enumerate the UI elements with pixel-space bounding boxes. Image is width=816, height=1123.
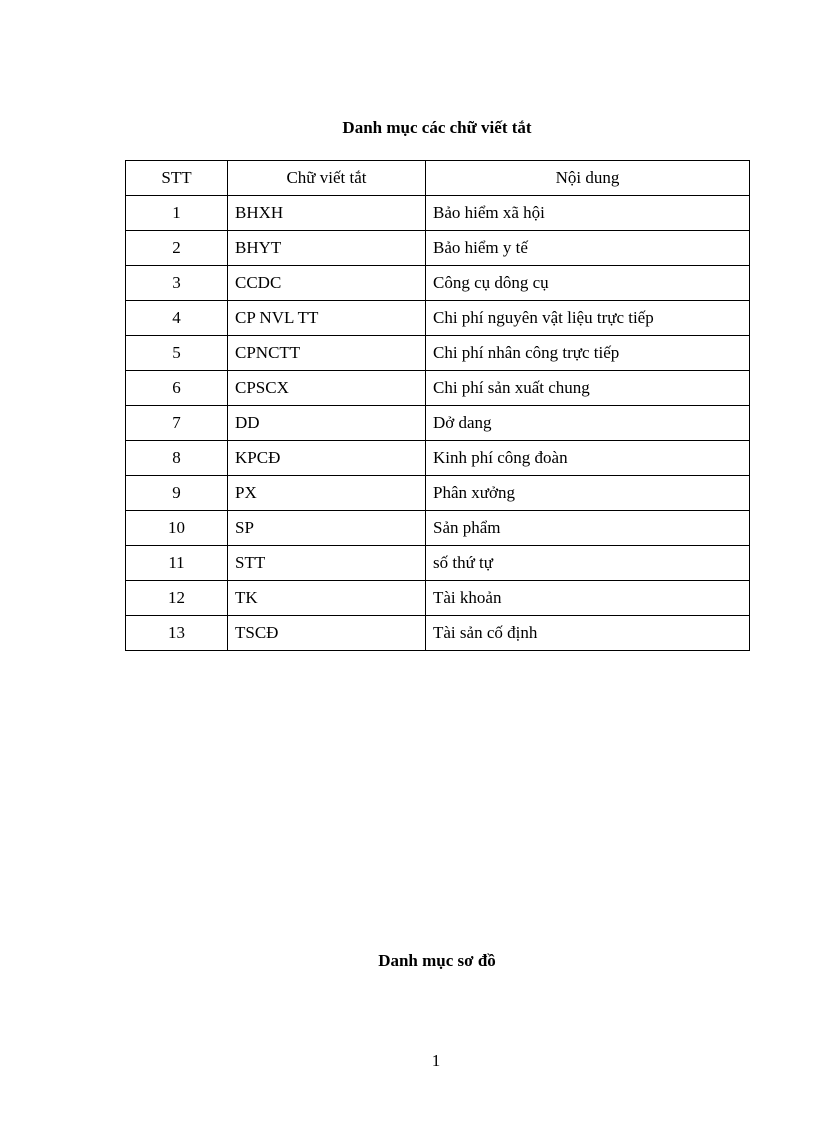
table-row — [126, 371, 750, 406]
cell-stt: 2 — [126, 231, 228, 266]
cell-content: Chi phí nhân công trực tiếp — [426, 336, 750, 371]
abbreviations-title: Danh mục các chữ viết tắt — [342, 118, 532, 137]
table-row — [126, 231, 750, 266]
cell-stt: 11 — [126, 546, 228, 581]
cell-stt: 5 — [126, 336, 228, 371]
cell-abbreviation: TK — [228, 581, 426, 616]
cell-abbreviation: BHXH — [228, 196, 426, 231]
cell-stt: 4 — [126, 301, 228, 336]
cell-abbreviation: DD — [228, 406, 426, 441]
cell-content: Bảo hiểm xã hội — [426, 196, 750, 231]
cell-content: Dở dang — [426, 406, 750, 441]
cell-content: Công cụ dông cụ — [426, 266, 750, 301]
cell-abbreviation: KPCĐ — [228, 441, 426, 476]
table-row — [126, 616, 750, 651]
cell-abbreviation: BHYT — [228, 231, 426, 266]
table-row — [126, 196, 750, 231]
table-row — [126, 546, 750, 581]
table-row — [126, 581, 750, 616]
table-row — [126, 511, 750, 546]
diagrams-title: Danh mục sơ đồ — [378, 951, 496, 970]
cell-content: Chi phí sản xuất chung — [426, 371, 750, 406]
cell-content: Phân xưởng — [426, 476, 750, 511]
cell-abbreviation: CPNCTT — [228, 336, 426, 371]
cell-abbreviation: SP — [228, 511, 426, 546]
cell-stt: 8 — [126, 441, 228, 476]
cell-abbreviation: TSCĐ — [228, 616, 426, 651]
cell-stt: 3 — [126, 266, 228, 301]
table-body — [126, 196, 750, 651]
cell-stt: 6 — [126, 371, 228, 406]
cell-stt: 1 — [126, 196, 228, 231]
cell-content: Chi phí nguyên vật liệu trực tiếp — [426, 301, 750, 336]
header-abbreviation: Chữ viết tắt — [228, 161, 426, 196]
cell-content: Sản phẩm — [426, 511, 750, 546]
cell-stt: 12 — [126, 581, 228, 616]
table-row — [126, 266, 750, 301]
cell-stt: 10 — [126, 511, 228, 546]
cell-content: Kinh phí công đoàn — [426, 441, 750, 476]
table-row — [126, 336, 750, 371]
table-header-row — [126, 161, 750, 196]
page-number: 1 — [431, 1051, 441, 1070]
cell-content: Tài khoản — [426, 581, 750, 616]
cell-stt: 13 — [126, 616, 228, 651]
header-stt: STT — [126, 161, 228, 196]
cell-content: Tài sản cố định — [426, 616, 750, 651]
cell-abbreviation: CPSCX — [228, 371, 426, 406]
table-row — [126, 476, 750, 511]
table-row — [126, 301, 750, 336]
table-row — [126, 441, 750, 476]
cell-abbreviation: PX — [228, 476, 426, 511]
cell-abbreviation: CCDC — [228, 266, 426, 301]
cell-content: Bảo hiểm y tế — [426, 231, 750, 266]
cell-abbreviation: STT — [228, 546, 426, 581]
cell-stt: 7 — [126, 406, 228, 441]
cell-stt: 9 — [126, 476, 228, 511]
header-content: Nội dung — [426, 161, 750, 196]
table-row — [126, 406, 750, 441]
cell-abbreviation: CP NVL TT — [228, 301, 426, 336]
cell-content: số thứ tự — [426, 546, 750, 581]
abbreviations-table — [125, 160, 750, 651]
